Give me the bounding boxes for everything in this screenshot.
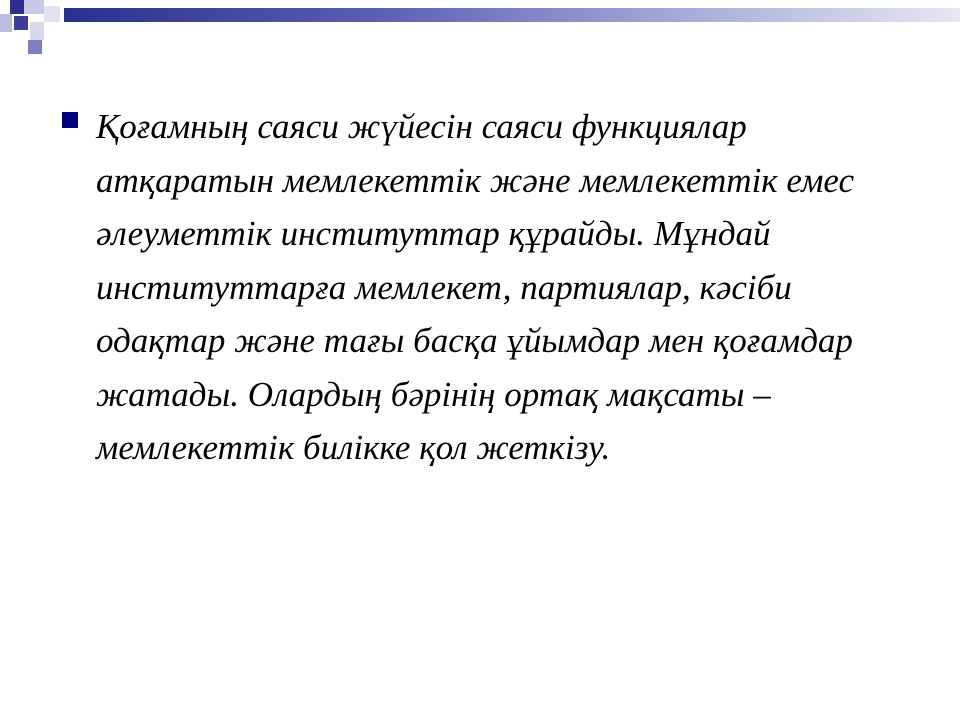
top-gradient-bar	[64, 8, 960, 22]
corner-decoration	[0, 0, 64, 60]
deco-square-dark	[10, 0, 24, 14]
deco-square-light	[0, 14, 12, 32]
deco-square-light	[30, 22, 44, 40]
bullet-text: Қоғамның саяси жүйесін саяси функциялар атқаратын мемлекеттік және мемлекеттік емес әлеуметтік институттар құрайды. Мұндай институттарға мемлекет, партиялар, кәсіби одақтар және тағы басқа ұйымдар мен қоғамдар жатады. Олардың бәрінің ортақ мақсаты – мемлекеттік билікке қол жеткізу.	[96, 107, 855, 467]
deco-square-dark	[14, 16, 28, 30]
deco-square-light	[44, 6, 60, 22]
deco-square-mid	[28, 40, 42, 54]
square-bullet-icon	[62, 112, 78, 128]
deco-square-light	[24, 0, 44, 14]
